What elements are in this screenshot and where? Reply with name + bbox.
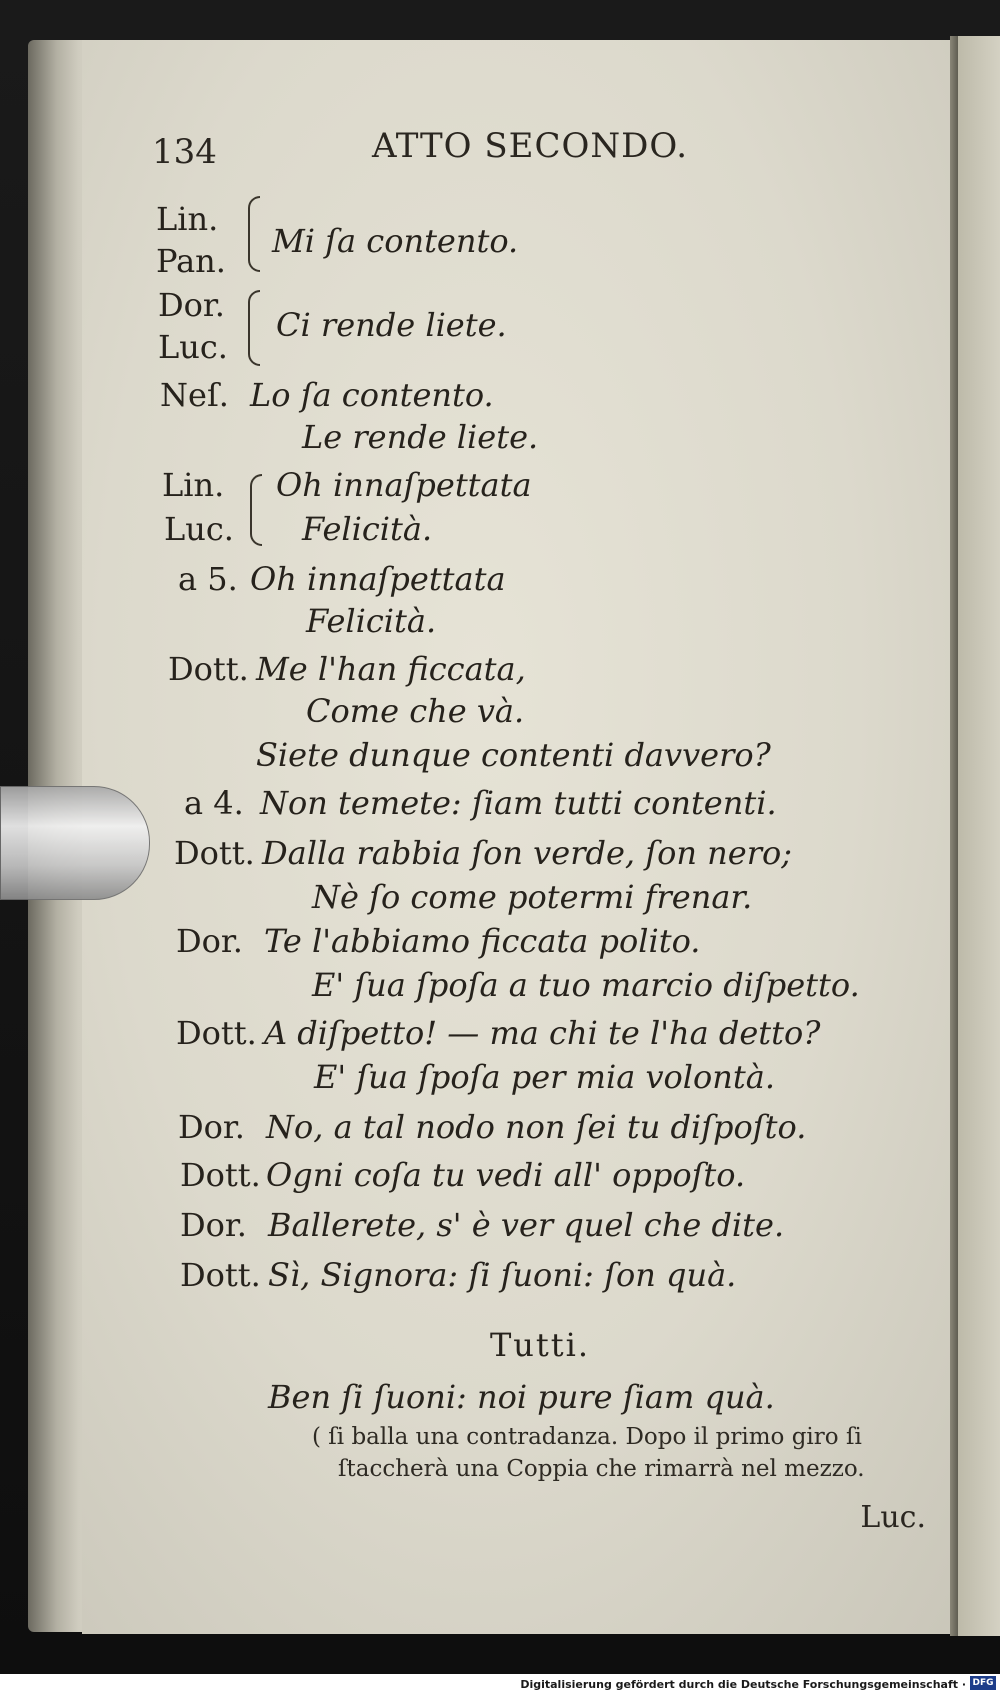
digitization-credit: Digitalisierung gefördert durch die Deutsche Forschungsgemeinschaft ·	[520, 1678, 966, 1691]
bookmark-clip	[0, 786, 150, 900]
verse-text: E' ſua ſpoſa per mia volontà.	[314, 1058, 775, 1096]
dialogue-line	[0, 1058, 1000, 1104]
verse-text: Ogni coſa tu vedi all' oppoſto.	[266, 1156, 746, 1194]
speaker-label: Neſ.	[160, 376, 229, 414]
speaker-label: Pan.	[156, 242, 226, 280]
verse-text: Le rende liete.	[302, 418, 539, 456]
speaker-label: Luc.	[158, 328, 228, 366]
dialogue-line	[0, 1256, 1000, 1302]
stage-direction-line: ( ſi balla una contradanza. Dopo il primo giro ſi	[312, 1424, 862, 1450]
dialogue-line	[0, 602, 1000, 648]
verse-text: Felicità.	[302, 510, 433, 548]
running-title: ATTO SECONDO.	[372, 126, 689, 166]
dialogue-line	[0, 1206, 1000, 1252]
verse-text: Come che và.	[306, 692, 525, 730]
page-header	[0, 118, 1000, 178]
verse-text: Oh innaſpettata	[250, 560, 506, 598]
dialogue-line	[0, 510, 1000, 556]
speaker-label: Dor.	[158, 286, 225, 324]
verse-text: Non temete: ſiam tutti contenti.	[260, 784, 777, 822]
verse-text: No, a tal nodo non ſei tu diſpoſto.	[266, 1108, 807, 1146]
dialogue-line	[0, 418, 1000, 464]
verse-text: Sì, Signora: ſi ſuoni: ſon quà.	[268, 1256, 737, 1294]
speaker-label: Dott.	[180, 1156, 261, 1194]
tutti-verse	[0, 1378, 1000, 1424]
verse-text: A diſpetto! — ma chi te l'ha detto?	[264, 1014, 821, 1052]
dialogue-line	[0, 286, 1000, 344]
verse-text: Siete dunque contenti davvero?	[256, 736, 771, 774]
dialogue-line	[0, 692, 1000, 738]
verse-text: Ci rende liete.	[276, 306, 507, 344]
dialogue-line	[0, 466, 1000, 512]
verse-text: Mi ſa contento.	[272, 222, 519, 260]
speaker-label: a 5.	[178, 560, 238, 598]
verse-text: Ben ſi ſuoni: noi pure ſiam quà.	[268, 1378, 775, 1416]
dialogue-line	[0, 650, 1000, 696]
speaker-label: Lin.	[156, 200, 219, 238]
dialogue-line	[0, 922, 1000, 968]
speaker-label: Dott.	[174, 834, 255, 872]
tutti-heading: Tutti.	[489, 1326, 591, 1364]
dialogue-line	[0, 736, 1000, 782]
speaker-label: Luc.	[164, 510, 234, 548]
verse-text: E' ſua ſpoſa a tuo marcio diſpetto.	[312, 966, 860, 1004]
speaker-label: Dott.	[168, 650, 249, 688]
dialogue-line	[0, 784, 1000, 830]
speaker-label: Dott.	[180, 1256, 261, 1294]
catchword: Luc.	[860, 1500, 926, 1535]
dialogue-line	[0, 1156, 1000, 1202]
verse-text: Felicità.	[306, 602, 437, 640]
page-number: 134	[152, 132, 217, 172]
dialogue-line	[0, 560, 1000, 606]
dialogue-line	[0, 328, 1000, 374]
dialogue-line	[0, 222, 1000, 288]
verse-text: Oh innaſpettata	[276, 466, 532, 504]
dialogue-line	[0, 878, 1000, 924]
speaker-label: Dor.	[178, 1108, 245, 1146]
speaker-label: Dor.	[180, 1206, 247, 1244]
dialogue-line	[0, 1108, 1000, 1154]
dialogue-line	[0, 376, 1000, 422]
stage-direction-line: ſtaccherà una Coppia che rimarrà nel mezzo.	[338, 1456, 865, 1482]
dialogue-line	[0, 966, 1000, 1012]
speaker-label: Dott.	[176, 1014, 257, 1052]
speaker-label: a 4.	[184, 784, 244, 822]
verse-text: Dalla rabbia ſon verde, ſon nero;	[262, 834, 793, 872]
verse-text: Me l'han ficcata,	[256, 650, 526, 688]
speaker-label: Dor.	[176, 922, 243, 960]
verse-text: Nè ſo come potermi frenar.	[312, 878, 753, 916]
dialogue-line	[0, 834, 1000, 880]
verse-text: Te l'abbiamo ficcata polito.	[264, 922, 701, 960]
dialogue-line	[0, 1014, 1000, 1060]
dfg-logo: DFG	[970, 1676, 996, 1690]
verse-text: Ballerete, s' è ver quel che dite.	[268, 1206, 785, 1244]
verse-text: Lo ſa contento.	[250, 376, 494, 414]
speaker-label: Lin.	[162, 466, 225, 504]
